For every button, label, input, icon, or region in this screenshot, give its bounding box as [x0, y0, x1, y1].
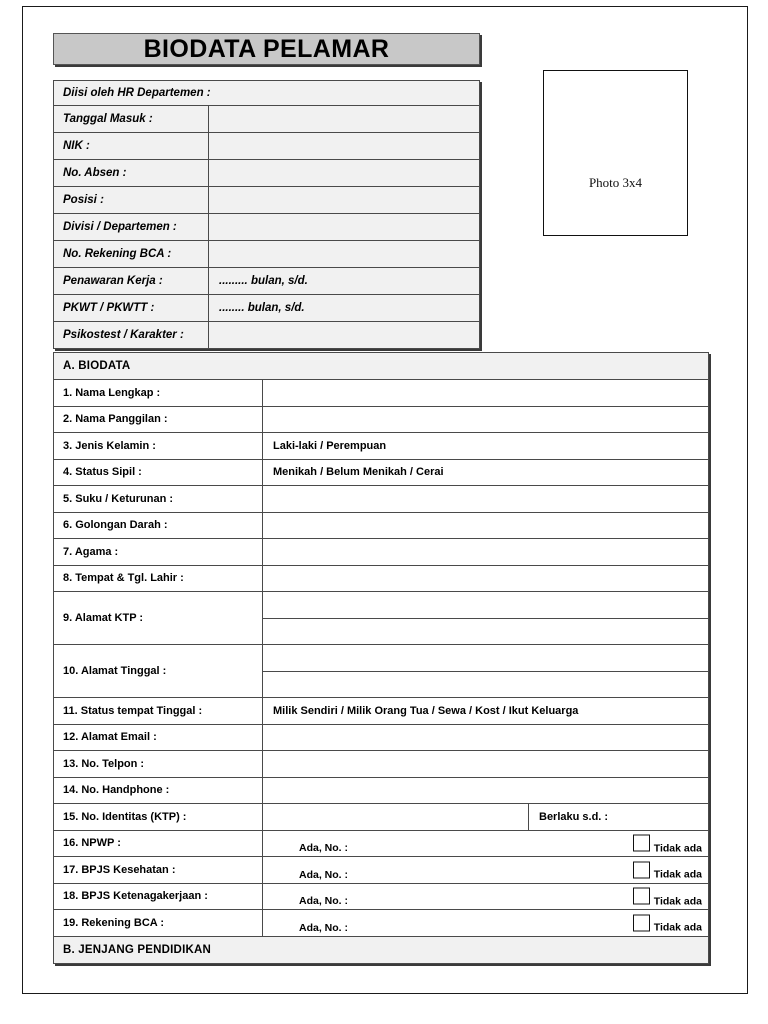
- bio-tidak-ada-label-bpjs-ketenagakerjaan: Tidak ada: [653, 895, 702, 908]
- table-row: [54, 433, 709, 460]
- bio-label-jenis-kelamin: 3. Jenis Kelamin :: [54, 433, 263, 460]
- bio-value-rekening-bca: [263, 910, 709, 937]
- bio-label-agama: 7. Agama :: [54, 539, 263, 566]
- hr-value-pkwt-pkwtt[interactable]: ........ bulan, s/d.: [209, 295, 480, 322]
- table-row: [54, 565, 709, 592]
- table-row: [54, 106, 480, 133]
- table-row: [54, 268, 480, 295]
- hr-label-penawaran-kerja: Penawaran Kerja :: [54, 268, 209, 295]
- table-row: [54, 804, 709, 831]
- table-row: [54, 883, 709, 910]
- hr-value-no-absen[interactable]: [209, 160, 480, 187]
- checkbox-tidak-ada-bpjs-kesehatan[interactable]: [633, 861, 650, 878]
- hr-value-nik[interactable]: [209, 133, 480, 160]
- photo-placeholder-label: Photo 3x4: [588, 175, 643, 190]
- bio-label-status-tempat-tinggal: 11. Status tempat Tinggal :: [54, 698, 263, 725]
- bio-value-nama-lengkap[interactable]: [263, 380, 709, 407]
- bio-tidak-ada-label-rekening-bca: Tidak ada: [653, 921, 702, 934]
- bio-tidak-ada-group-npwp[interactable]: [633, 835, 702, 855]
- checkbox-tidak-ada-rekening-bca[interactable]: [633, 914, 650, 931]
- bio-value-alamat-email[interactable]: [263, 724, 709, 751]
- bio-label-alamat-tinggal: 10. Alamat Tinggal :: [54, 645, 263, 698]
- checkbox-tidak-ada-npwp[interactable]: [633, 835, 650, 852]
- page-title: BIODATA PELAMAR: [143, 34, 390, 63]
- hr-label-no-rekening-bca: No. Rekening BCA :: [54, 241, 209, 268]
- bio-label-nama-panggilan: 2. Nama Panggilan :: [54, 406, 263, 433]
- document-title-box: [53, 33, 480, 65]
- section-header-jenjang-pendidikan: B. JENJANG PENDIDIKAN: [54, 936, 709, 963]
- bio-label-bpjs-ketenagakerjaan: 18. BPJS Ketenagakerjaan :: [54, 883, 263, 910]
- bio-value-npwp: [263, 830, 709, 857]
- bio-value-nama-panggilan[interactable]: [263, 406, 709, 433]
- bio-label-status-sipil: 4. Status Sipil :: [54, 459, 263, 486]
- photo-placeholder-box: [543, 70, 688, 236]
- bio-value-bpjs-kesehatan: [263, 857, 709, 884]
- table-row: [54, 295, 480, 322]
- bio-value-no-telpon[interactable]: [263, 751, 709, 778]
- table-row: [54, 539, 709, 566]
- bio-tidak-ada-label-npwp: Tidak ada: [653, 842, 702, 855]
- bio-value-no-identitas-ktp: [263, 804, 709, 831]
- bio-label-nama-lengkap: 1. Nama Lengkap :: [54, 380, 263, 407]
- table-row: [54, 698, 709, 725]
- table-row: [54, 910, 709, 937]
- table-row: [54, 214, 480, 241]
- hr-value-divisi-departemen[interactable]: [209, 214, 480, 241]
- bio-value-alamat-tinggal-line2[interactable]: [263, 672, 708, 698]
- bio-ada-label-npwp: Ada, No. :: [299, 842, 348, 854]
- table-row: [54, 406, 709, 433]
- table-row: [54, 322, 480, 349]
- hr-table-header-row: [54, 81, 480, 106]
- bio-tidak-ada-group-rekening-bca[interactable]: [633, 914, 702, 934]
- bio-value-alamat-ktp-line2[interactable]: [263, 619, 708, 645]
- bio-label-npwp: 16. NPWP :: [54, 830, 263, 857]
- hr-value-psikostest-karakter[interactable]: [209, 322, 480, 349]
- table-row: [54, 380, 709, 407]
- bio-value-suku-keturunan[interactable]: [263, 486, 709, 513]
- bio-value-jenis-kelamin[interactable]: Laki-laki / Perempuan: [263, 433, 709, 460]
- hr-label-posisi: Posisi :: [54, 187, 209, 214]
- biodata-section-header-row: [54, 353, 709, 380]
- table-row: [54, 133, 480, 160]
- bio-ada-label-rekening-bca: Ada, No. :: [299, 921, 348, 934]
- bio-ada-label-bpjs-kesehatan: Ada, No. :: [299, 868, 348, 881]
- bio-label-alamat-email: 12. Alamat Email :: [54, 724, 263, 751]
- bio-value-alamat-ktp-line1[interactable]: [263, 592, 708, 619]
- bio-label-bpjs-kesehatan: 17. BPJS Kesehatan :: [54, 857, 263, 884]
- bio-value-tempat-tgl-lahir[interactable]: [263, 565, 709, 592]
- bio-label-no-identitas-ktp: 15. No. Identitas (KTP) :: [54, 804, 263, 831]
- bio-input-no-identitas-ktp[interactable]: [263, 804, 529, 830]
- section-header-biodata: A. BIODATA: [54, 353, 709, 380]
- bio-value-status-tempat-tinggal[interactable]: Milik Sendiri / Milik Orang Tua / Sewa / Kost / Ikut Keluarga: [263, 698, 709, 725]
- bio-label-suku-keturunan: 5. Suku / Keturunan :: [54, 486, 263, 513]
- hr-section-header: Diisi oleh HR Departemen :: [54, 81, 480, 106]
- table-row: [54, 645, 709, 698]
- table-row: [54, 512, 709, 539]
- hr-label-pkwt-pkwtt: PKWT / PKWTT :: [54, 295, 209, 322]
- bio-value-alamat-tinggal[interactable]: [263, 645, 709, 698]
- hr-label-no-absen: No. Absen :: [54, 160, 209, 187]
- table-row: [54, 486, 709, 513]
- bio-tidak-ada-group-bpjs-ketenagakerjaan[interactable]: [633, 888, 702, 908]
- bio-value-bpjs-ketenagakerjaan: [263, 883, 709, 910]
- bio-tidak-ada-group-bpjs-kesehatan[interactable]: [633, 861, 702, 881]
- bio-label-berlaku-sd: Berlaku s.d. :: [539, 810, 609, 823]
- table-row: [54, 459, 709, 486]
- education-section-header-row: [54, 936, 709, 963]
- hr-label-psikostest-karakter: Psikostest / Karakter :: [54, 322, 209, 349]
- bio-label-rekening-bca: 19. Rekening BCA :: [54, 910, 263, 937]
- bio-label-no-handphone: 14. No. Handphone :: [54, 777, 263, 804]
- hr-value-tanggal-masuk[interactable]: [209, 106, 480, 133]
- checkbox-tidak-ada-bpjs-ketenagakerjaan[interactable]: [633, 888, 650, 905]
- table-row: [54, 592, 709, 645]
- hr-department-table: [53, 80, 480, 349]
- bio-label-alamat-ktp: 9. Alamat KTP :: [54, 592, 263, 645]
- bio-value-no-handphone[interactable]: [263, 777, 709, 804]
- hr-label-divisi-departemen: Divisi / Departemen :: [54, 214, 209, 241]
- bio-ada-label-bpjs-ketenagakerjaan: Ada, No. :: [299, 895, 348, 907]
- table-row: [54, 160, 480, 187]
- table-row: [54, 830, 709, 857]
- table-row: [54, 241, 480, 268]
- table-row: [54, 187, 480, 214]
- bio-value-alamat-tinggal-line1[interactable]: [263, 645, 708, 672]
- bio-label-tempat-tgl-lahir: 8. Tempat & Tgl. Lahir :: [54, 565, 263, 592]
- hr-label-nik: NIK :: [54, 133, 209, 160]
- table-row: [54, 857, 709, 884]
- table-row: [54, 724, 709, 751]
- bio-value-golongan-darah[interactable]: [263, 512, 709, 539]
- bio-value-status-sipil[interactable]: Menikah / Belum Menikah / Cerai: [263, 459, 709, 486]
- hr-value-no-rekening-bca[interactable]: [209, 241, 480, 268]
- hr-label-tanggal-masuk: Tanggal Masuk :: [54, 106, 209, 133]
- table-row: [54, 777, 709, 804]
- bio-label-no-telpon: 13. No. Telpon :: [54, 751, 263, 778]
- hr-value-penawaran-kerja[interactable]: ......... bulan, s/d.: [209, 268, 480, 295]
- bio-label-golongan-darah: 6. Golongan Darah :: [54, 512, 263, 539]
- table-row: [54, 751, 709, 778]
- bio-value-agama[interactable]: [263, 539, 709, 566]
- bio-tidak-ada-label-bpjs-kesehatan: Tidak ada: [653, 868, 702, 881]
- bio-value-alamat-ktp[interactable]: [263, 592, 709, 645]
- hr-value-posisi[interactable]: [209, 187, 480, 214]
- biodata-table: [53, 352, 709, 964]
